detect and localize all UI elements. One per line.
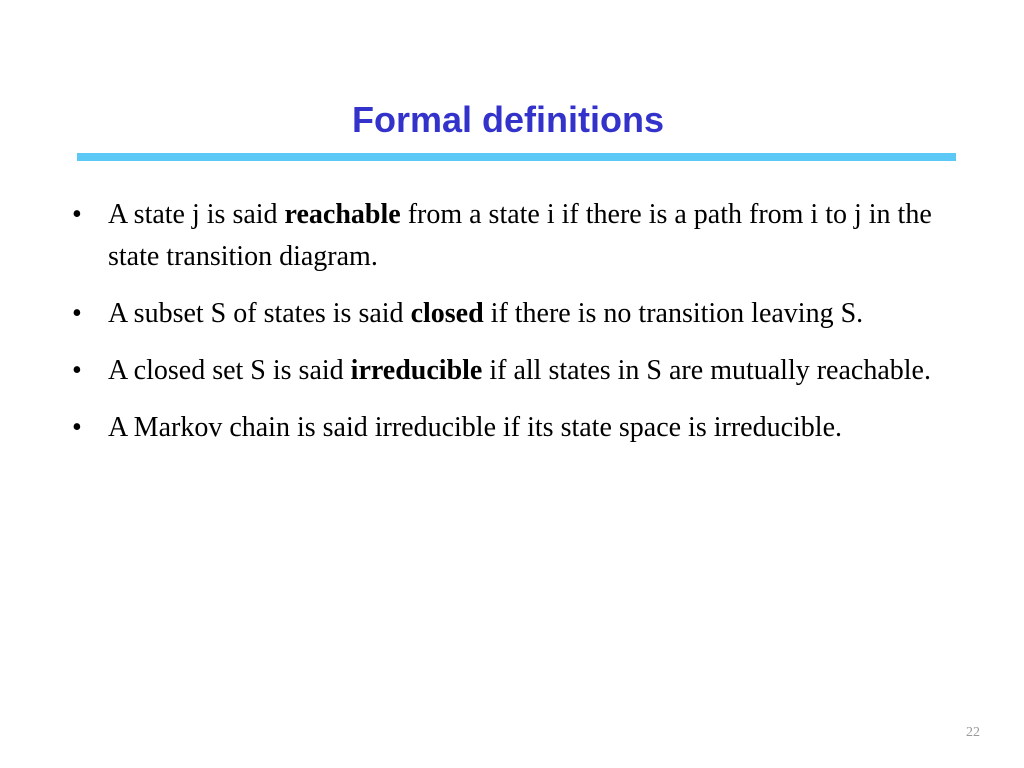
definitions-list <box>68 194 978 464</box>
term-closed: closed <box>410 298 484 329</box>
bullet-icon: • <box>72 298 82 329</box>
bullet-text-after: from a state i if there is a path from i to j in the state transition diagram. <box>108 199 932 272</box>
title-underline-rule <box>77 153 956 161</box>
bullet-icon: • <box>72 355 82 386</box>
bullet-icon: • <box>72 199 82 230</box>
bullet-text-before: A Markov chain is said irreducible if its state space is irreducible. <box>108 412 843 443</box>
bullet-item-closed <box>68 293 978 335</box>
bullet-item-markov-chain <box>68 407 978 449</box>
bullet-text-after: if all states in S are mutually reachable. <box>482 355 931 386</box>
term-irreducible: irreducible <box>350 355 483 386</box>
bullet-text-before: A closed set S is said <box>108 355 351 386</box>
slide-title: Formal definitions <box>351 99 664 140</box>
page-number: 22 <box>966 725 980 740</box>
bullet-text-before: A subset S of states is said <box>108 298 411 329</box>
bullet-text-before: A state j is said <box>108 199 285 230</box>
bullet-item-reachable <box>68 194 978 278</box>
term-reachable: reachable <box>284 199 401 230</box>
bullet-icon: • <box>72 412 82 443</box>
bullet-item-irreducible <box>68 350 978 392</box>
bullet-text-after: if there is no transition leaving S. <box>483 298 864 329</box>
